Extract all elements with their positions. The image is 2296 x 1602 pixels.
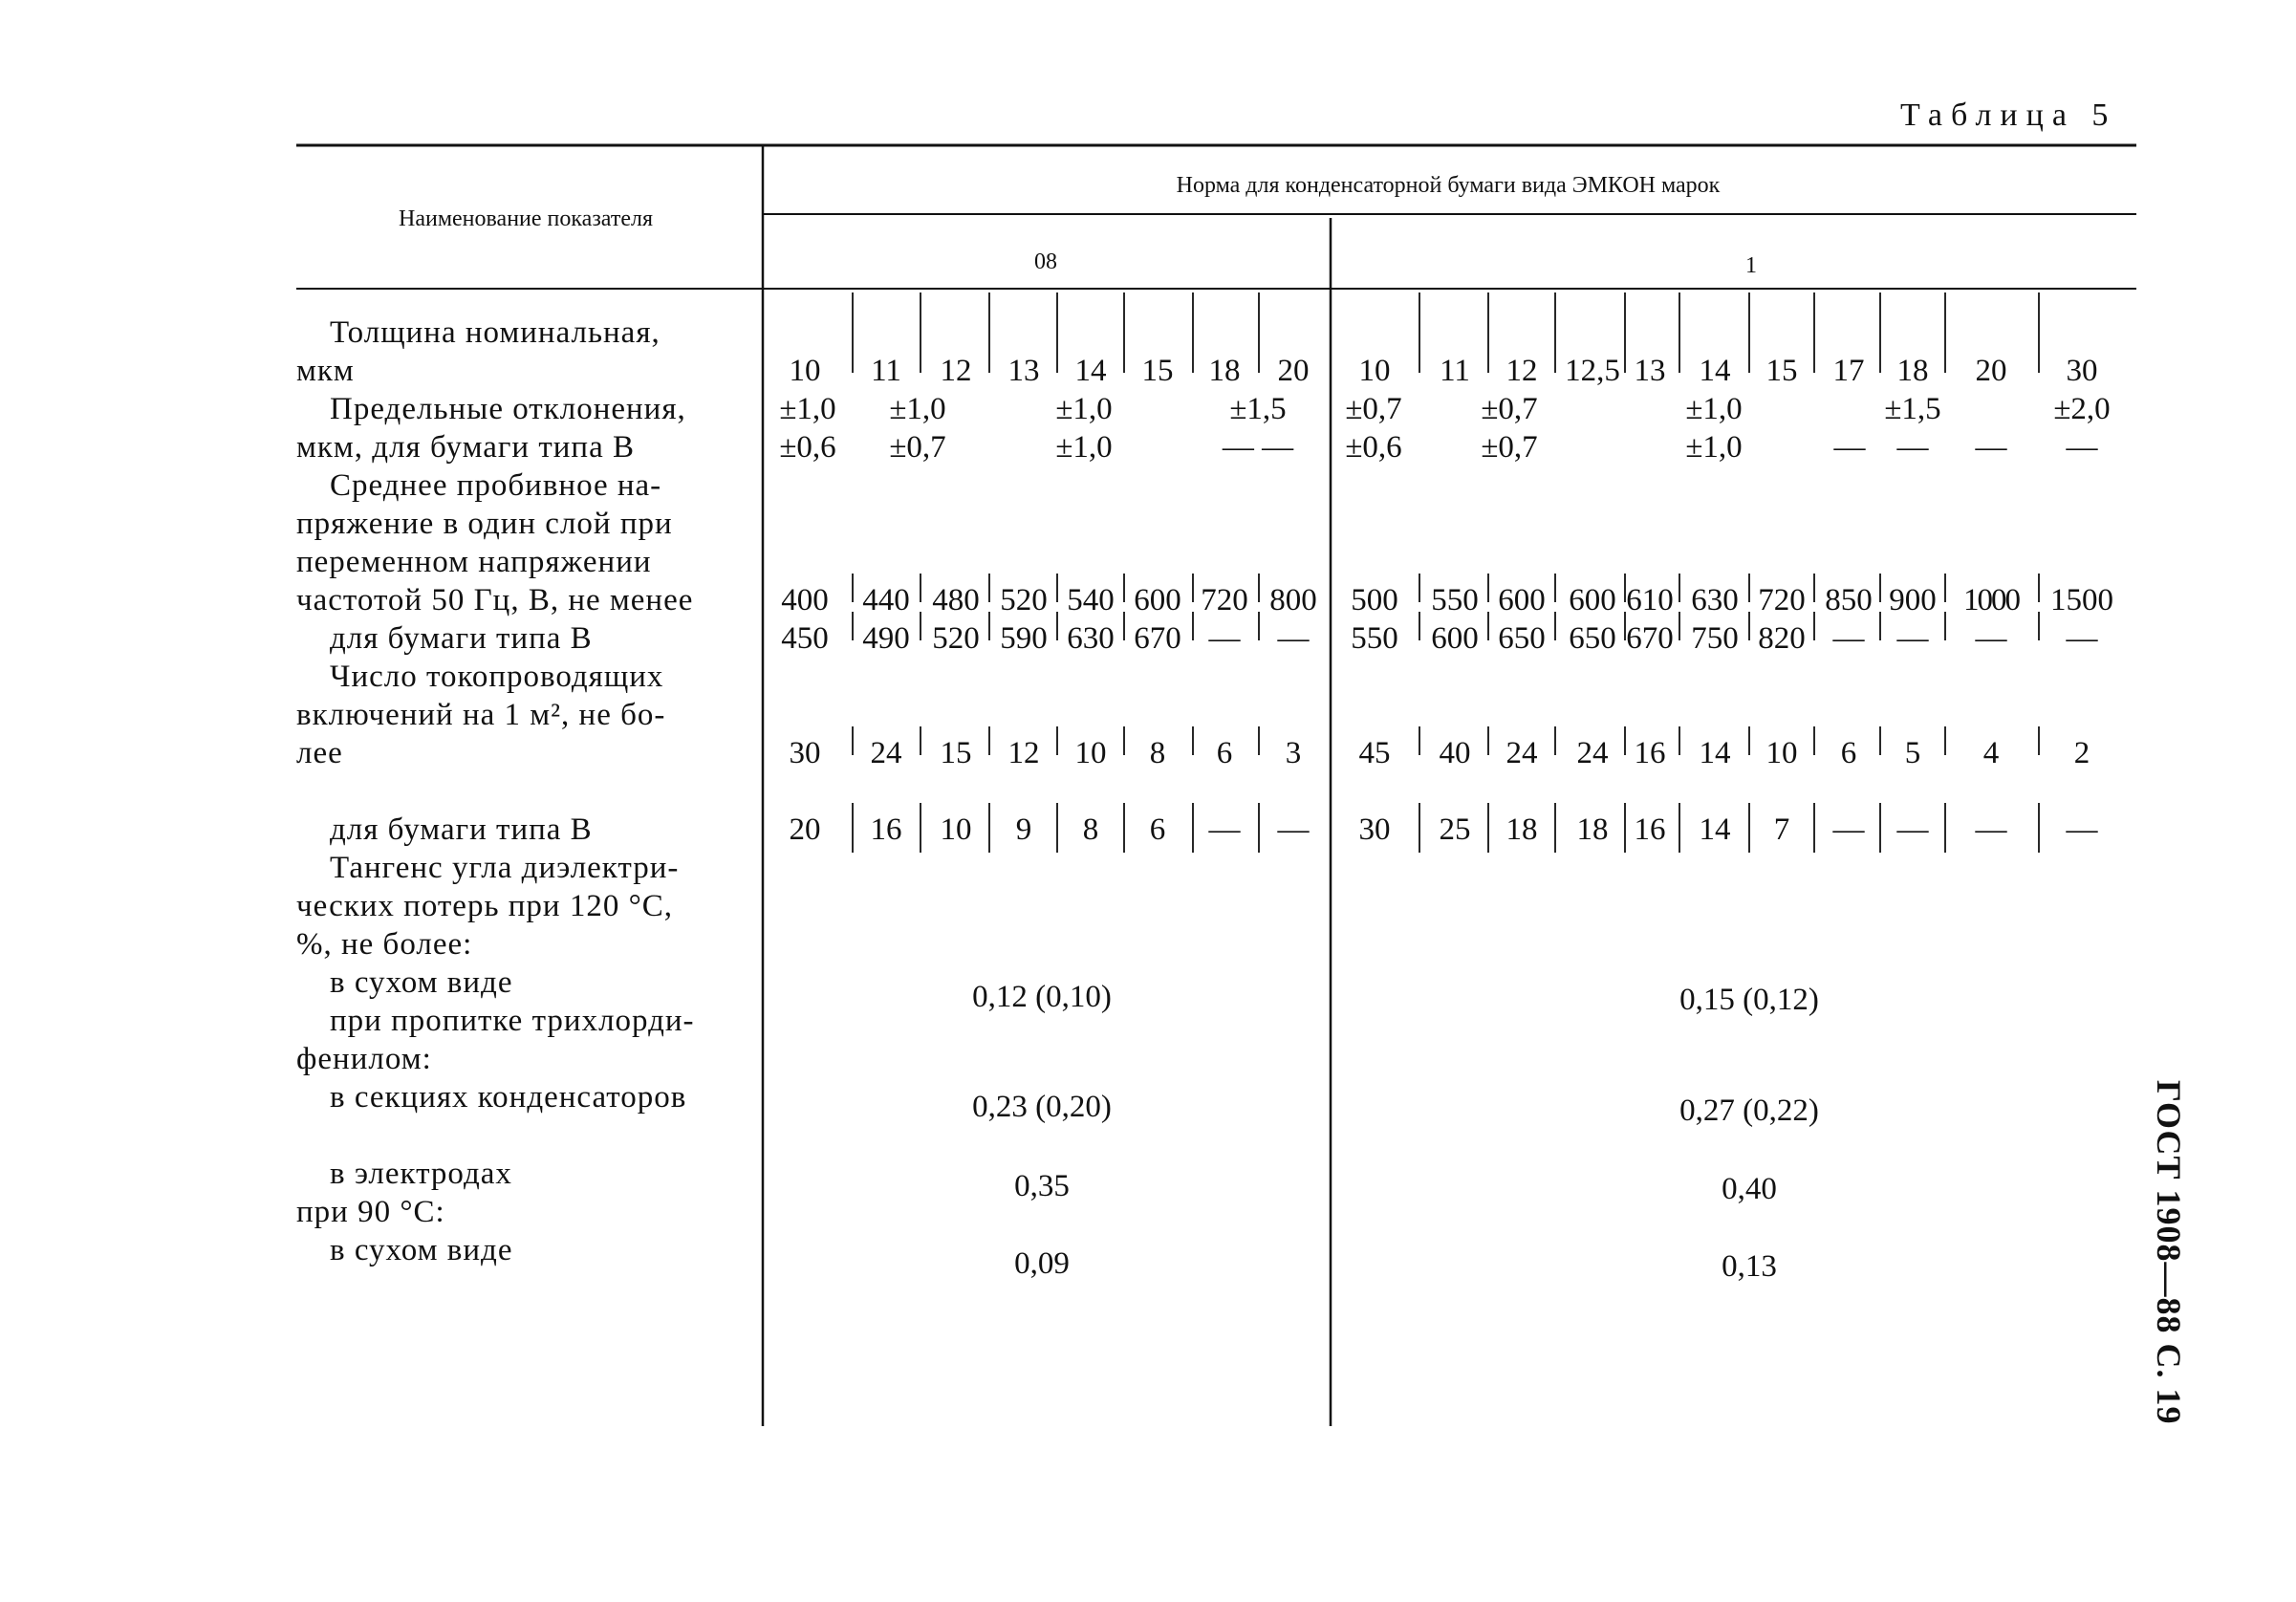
inclusions-value: 30 <box>789 736 821 770</box>
inclusions-type-b-value: 16 <box>870 812 902 847</box>
breakdown-value: 540 <box>1067 583 1115 617</box>
header-norm: Норма для конденсаторной бумаги вида ЭМКОН марок <box>1176 173 1721 198</box>
inclusions-value: 16 <box>1634 736 1666 770</box>
tangent-dry-1: 0,15 (0,12) <box>1679 983 1819 1017</box>
label-dry-90: в сухом виде <box>330 1233 513 1267</box>
breakdown-type-b-value: — <box>1975 621 2007 656</box>
inclusions-value: 10 <box>1074 736 1107 770</box>
label-thickness: Толщина номинальная, <box>330 315 661 350</box>
inclusions-value: 45 <box>1358 736 1391 770</box>
inclusions-type-b-value: 25 <box>1439 812 1471 847</box>
tangent-electrodes-1: 0,40 <box>1722 1172 1777 1206</box>
inclusions-type-b-value: — <box>1277 812 1310 847</box>
label-dry: в сухом виде <box>330 965 513 1000</box>
breakdown-type-b-value: 820 <box>1758 621 1806 656</box>
label-impregnation: при пропитке трихлорди- <box>330 1004 695 1038</box>
label-thickness-unit: мкм <box>296 354 355 388</box>
thickness-value: 10 <box>1358 354 1391 388</box>
inclusions-value: 12 <box>1007 736 1040 770</box>
breakdown-value: 720 <box>1758 583 1806 617</box>
breakdown-type-b-value: 670 <box>1134 621 1181 656</box>
tangent-dry-08: 0,12 (0,10) <box>972 980 1112 1014</box>
label-breakdown: Среднее пробивное на- <box>330 468 662 503</box>
label-at-90: при 90 °С: <box>296 1195 445 1229</box>
header-grade-1: 1 <box>1745 253 1757 278</box>
label-breakdown-4: частотой 50 Гц, В, не менее <box>296 583 694 617</box>
thickness-value: 10 <box>789 354 821 388</box>
inclusions-value: 2 <box>2073 736 2090 770</box>
label-tangent-2: ческих потерь при 120 °С, <box>296 889 674 923</box>
deviation-value: ±1,0 <box>889 392 946 426</box>
inclusions-value: 24 <box>1576 736 1609 770</box>
thickness-value: 30 <box>2066 354 2098 388</box>
breakdown-value: 610 <box>1626 583 1674 617</box>
label-electrodes: в электродах <box>330 1157 512 1191</box>
deviation-value-type-b: ±1,0 <box>1055 430 1113 465</box>
breakdown-type-b-value: 650 <box>1569 621 1616 656</box>
thickness-value: 11 <box>871 354 901 388</box>
thickness-value: 13 <box>1634 354 1666 388</box>
breakdown-value: 1500 <box>2050 583 2113 617</box>
deviation-value-type-b: ±0,6 <box>1345 430 1402 465</box>
breakdown-type-b-value: 520 <box>932 621 980 656</box>
deviation-value-type-b: ±0,7 <box>889 430 946 465</box>
inclusions-type-b-value: 16 <box>1634 812 1666 847</box>
breakdown-type-b-value: 670 <box>1626 621 1674 656</box>
header-indicator-name: Наименование показателя <box>399 206 653 231</box>
tangent-dry90-1: 0,13 <box>1722 1249 1777 1284</box>
breakdown-type-b-value: — <box>2066 621 2098 656</box>
side-caption: ГОСТ 1908—88 С. 19 <box>2150 1080 2188 1425</box>
header-grade-08: 08 <box>1034 249 1057 274</box>
label-inclusions-3: лее <box>296 736 343 770</box>
breakdown-type-b-value: 750 <box>1691 621 1739 656</box>
thickness-value: 14 <box>1699 354 1731 388</box>
tangent-dry90-08: 0,09 <box>1014 1246 1070 1281</box>
tangent-electrodes-08: 0,35 <box>1014 1169 1070 1203</box>
breakdown-value: 600 <box>1498 583 1546 617</box>
deviation-value: ±0,7 <box>1345 392 1402 426</box>
thickness-value: 18 <box>1208 354 1241 388</box>
thickness-value: 18 <box>1896 354 1929 388</box>
inclusions-type-b-value: 14 <box>1699 812 1731 847</box>
deviation-value-type-b: ±1,0 <box>1685 430 1743 465</box>
deviation-value-type-b: — <box>1896 430 1929 465</box>
inclusions-type-b-value: 10 <box>940 812 972 847</box>
deviation-value: ±2,0 <box>2053 392 2111 426</box>
breakdown-value: 550 <box>1431 583 1479 617</box>
label-capacitor-sections: в секциях конденсаторов <box>330 1080 687 1115</box>
thickness-value: 20 <box>1975 354 2007 388</box>
deviation-value: ±1,5 <box>1229 392 1287 426</box>
deviation-value-type-b: ±0,7 <box>1481 430 1538 465</box>
thickness-value: 12 <box>1505 354 1538 388</box>
table-title: Таблица 5 <box>1900 97 2117 133</box>
thickness-value: 12,5 <box>1565 354 1620 388</box>
inclusions-type-b-value: 18 <box>1576 812 1609 847</box>
deviation-value-type-b: — <box>2066 430 2098 465</box>
breakdown-value: 630 <box>1691 583 1739 617</box>
label-deviation-type-b: мкм, для бумаги типа В <box>296 430 635 465</box>
breakdown-value: 500 <box>1351 583 1398 617</box>
breakdown-value: 800 <box>1269 583 1317 617</box>
breakdown-value: 850 <box>1825 583 1873 617</box>
inclusions-value: 5 <box>1904 736 1921 770</box>
label-breakdown-3: переменном напряжении <box>296 545 652 579</box>
inclusions-value: 4 <box>1982 736 2000 770</box>
deviation-value-type-b: — — <box>1222 430 1294 465</box>
breakdown-value: 520 <box>1000 583 1048 617</box>
inclusions-type-b-value: 6 <box>1149 812 1166 847</box>
deviation-value-type-b: — <box>1975 430 2007 465</box>
breakdown-value: 720 <box>1201 583 1248 617</box>
inclusions-type-b-value: 7 <box>1773 812 1790 847</box>
breakdown-value: 480 <box>932 583 980 617</box>
thickness-value: 15 <box>1765 354 1798 388</box>
inclusions-type-b-value: — <box>2066 812 2098 847</box>
thickness-value: 17 <box>1832 354 1865 388</box>
inclusions-type-b-value: 20 <box>789 812 821 847</box>
deviation-value-type-b: — <box>1833 430 1866 465</box>
deviation-value: ±1,0 <box>779 392 836 426</box>
label-breakdown-type-b: для бумаги типа В <box>330 621 593 656</box>
thickness-value: 14 <box>1074 354 1107 388</box>
breakdown-value: 440 <box>862 583 910 617</box>
inclusions-value: 24 <box>1505 736 1538 770</box>
inclusions-type-b-value: — <box>1208 812 1241 847</box>
breakdown-type-b-value: 630 <box>1067 621 1115 656</box>
inclusions-value: 40 <box>1439 736 1471 770</box>
inclusions-value: 3 <box>1285 736 1302 770</box>
thickness-value: 15 <box>1141 354 1174 388</box>
breakdown-type-b-value: 450 <box>781 621 829 656</box>
inclusions-value: 10 <box>1765 736 1798 770</box>
deviation-value: ±1,5 <box>1884 392 1941 426</box>
thickness-value: 11 <box>1440 354 1470 388</box>
tangent-sections-08: 0,23 (0,20) <box>972 1090 1112 1124</box>
label-impregnation-2: фенилом: <box>296 1042 432 1076</box>
thickness-value: 20 <box>1277 354 1310 388</box>
inclusions-type-b-value: 18 <box>1505 812 1538 847</box>
label-deviation: Предельные отклонения, <box>330 392 686 426</box>
breakdown-type-b-value: — <box>1208 621 1241 656</box>
tangent-sections-1: 0,27 (0,22) <box>1679 1093 1819 1128</box>
thickness-value: 13 <box>1007 354 1040 388</box>
breakdown-value: 1000 <box>1963 583 2019 617</box>
breakdown-type-b-value: 490 <box>862 621 910 656</box>
inclusions-value: 24 <box>870 736 902 770</box>
deviation-value-type-b: ±0,6 <box>779 430 836 465</box>
inclusions-value: 8 <box>1149 736 1166 770</box>
inclusions-value: 14 <box>1699 736 1731 770</box>
breakdown-type-b-value: 650 <box>1498 621 1546 656</box>
inclusions-value: 6 <box>1840 736 1857 770</box>
breakdown-type-b-value: 550 <box>1351 621 1398 656</box>
deviation-value: ±1,0 <box>1055 392 1113 426</box>
thickness-value: 12 <box>940 354 972 388</box>
breakdown-type-b-value: 600 <box>1431 621 1479 656</box>
label-inclusions-2: включений на 1 м², не бо- <box>296 698 666 732</box>
inclusions-type-b-value: 9 <box>1015 812 1032 847</box>
inclusions-type-b-value: 30 <box>1358 812 1391 847</box>
breakdown-type-b-value: 590 <box>1000 621 1048 656</box>
breakdown-value: 600 <box>1134 583 1181 617</box>
label-inclusions: Число токопроводящих <box>330 660 664 694</box>
breakdown-value: 400 <box>781 583 829 617</box>
breakdown-value: 600 <box>1569 583 1616 617</box>
inclusions-type-b-value: — <box>1975 812 2007 847</box>
label-inclusions-type-b: для бумаги типа В <box>330 812 593 847</box>
deviation-value: ±1,0 <box>1685 392 1743 426</box>
label-tangent-3: %, не более: <box>296 927 473 962</box>
breakdown-type-b-value: — <box>1896 621 1929 656</box>
breakdown-type-b-value: — <box>1832 621 1865 656</box>
label-breakdown-2: пряжение в один слой при <box>296 507 673 541</box>
breakdown-value: 900 <box>1889 583 1937 617</box>
deviation-value: ±0,7 <box>1481 392 1538 426</box>
label-tangent: Тангенс угла диэлектри- <box>330 851 680 885</box>
inclusions-type-b-value: — <box>1896 812 1929 847</box>
inclusions-value: 6 <box>1216 736 1233 770</box>
inclusions-type-b-value: 8 <box>1082 812 1099 847</box>
inclusions-type-b-value: — <box>1832 812 1865 847</box>
breakdown-type-b-value: — <box>1277 621 1310 656</box>
inclusions-value: 15 <box>940 736 972 770</box>
